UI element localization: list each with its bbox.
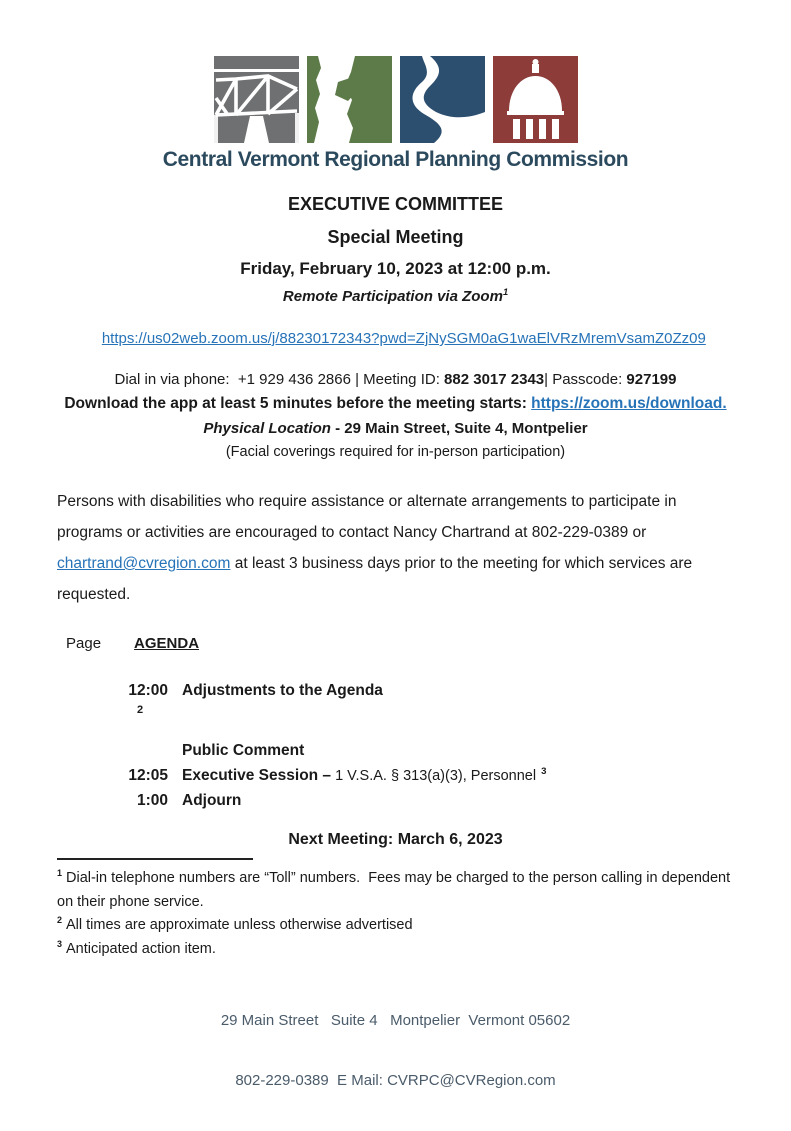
footnote-ref-1: 1	[502, 287, 509, 297]
remote-label-text: Remote Participation via Zoom	[282, 288, 503, 305]
agenda-row-public-comment	[120, 739, 791, 763]
agenda-row-executive-session	[120, 764, 791, 788]
agenda-time-value: 12:00	[128, 682, 168, 699]
meeting-type: Special Meeting	[327, 227, 464, 247]
footnote-marker: 1	[57, 868, 62, 879]
footnote-ref-2: 2	[137, 704, 144, 716]
document-footer	[0, 971, 791, 1131]
agenda-item	[182, 739, 304, 763]
agenda-item	[182, 764, 546, 788]
zoom-meeting-link[interactable]: https://us02web.zoom.us/j/88230172343?pwd=ZjNySGM0aG1waElVRzMremVsamZ0Zz09	[101, 330, 706, 347]
passcode-label: | Passcode:	[544, 371, 627, 388]
passcode-value: 927199	[626, 371, 677, 388]
agenda-time	[120, 679, 168, 717]
agenda-item	[182, 679, 383, 703]
logo-tiles	[0, 56, 791, 143]
zoom-download-link[interactable]: https://zoom.us/download.	[531, 395, 727, 412]
meeting-headings	[0, 194, 791, 305]
river-icon	[400, 56, 485, 143]
download-text: Download the app at least 5 minutes before the meeting starts:	[64, 395, 532, 412]
agenda-item	[182, 789, 241, 813]
facial-covering-note: (Facial coverings required for in-person participation)	[225, 444, 566, 460]
agenda-time	[120, 789, 168, 813]
footnote-text: Dial-in telephone numbers are “Toll” numbers. Fees may be charged to the person calling in dependent on their phone service.	[57, 870, 735, 910]
agenda-item-title: Adjustments to the Agenda	[182, 682, 383, 699]
logo-wordmark: Central Vermont Regional Planning Commission	[162, 148, 629, 171]
footnote-text: All times are approximate unless otherwise advertised	[66, 917, 413, 933]
footnote-text: Anticipated action item.	[66, 940, 216, 957]
dial-in-text: Dial in via phone: +1 929 436 2866 | Meeting ID:	[114, 371, 445, 388]
remote-participation-label	[0, 288, 791, 305]
agenda-time-value: 12:05	[128, 767, 168, 784]
next-meeting-note: Next Meeting: March 6, 2023	[288, 831, 503, 848]
cvrpc-logo	[0, 0, 791, 172]
bridge-icon	[214, 56, 299, 143]
footnotes-section	[57, 858, 739, 961]
agenda-items	[120, 679, 791, 813]
agenda-row-adjourn	[120, 789, 791, 813]
accessibility-text-after: at least 3 business days prior to the meeting for which services are requested.	[57, 555, 693, 603]
agenda-item-title: Adjourn	[182, 792, 242, 809]
footer-address: 29 Main Street Suite 4 Montpelier Vermont 05602	[220, 1012, 571, 1029]
vermont-map-icon	[307, 56, 392, 143]
dial-in-line	[0, 371, 791, 388]
footnote-ref-3: 3	[541, 765, 547, 777]
agenda-item-title: Executive Session –	[182, 767, 332, 784]
physical-location-label: Physical Location	[203, 420, 331, 437]
accessibility-text-before: Persons with disabilities who require assistance or alternate arrangements to participate in programs or activities are encouraged to contact Nancy Chartrand at 802-229-0389 or	[57, 493, 677, 541]
footnote-3	[57, 938, 739, 962]
agenda-time	[120, 764, 168, 788]
capitol-dome-icon	[493, 56, 578, 143]
accessibility-paragraph	[57, 486, 735, 610]
footnote-separator-rule	[57, 858, 253, 860]
footnote-1	[57, 867, 739, 914]
physical-location-address: - 29 Main Street, Suite 4, Montpelier	[330, 420, 588, 437]
meeting-datetime: Friday, February 10, 2023 at 12:00 p.m.	[240, 259, 551, 278]
footer-contact: 802-229-0389 E Mail: CVRPC@CVRegion.com	[235, 1072, 556, 1089]
agenda-time-value: 1:00	[136, 792, 168, 809]
page-column-label: Page	[66, 635, 102, 652]
physical-location-line	[0, 420, 791, 437]
committee-title: EXECUTIVE COMMITTEE	[287, 194, 503, 214]
meeting-id-value: 882 3017 2343	[444, 371, 545, 388]
agenda-item-detail: 1 V.S.A. § 313(a)(3), Personnel	[331, 768, 537, 784]
footnote-marker: 3	[57, 938, 62, 949]
zoom-link-line	[0, 313, 791, 364]
download-app-line	[0, 395, 791, 413]
agenda-heading: AGENDA	[134, 635, 200, 652]
footnote-2	[57, 914, 739, 938]
agenda-row-adjustments	[120, 679, 791, 717]
agenda-header-row	[66, 635, 791, 652]
agenda-item-title: Public Comment	[182, 742, 305, 759]
chartrand-email-link[interactable]: chartrand@cvregion.com	[57, 555, 231, 572]
footnote-marker: 2	[57, 915, 62, 926]
